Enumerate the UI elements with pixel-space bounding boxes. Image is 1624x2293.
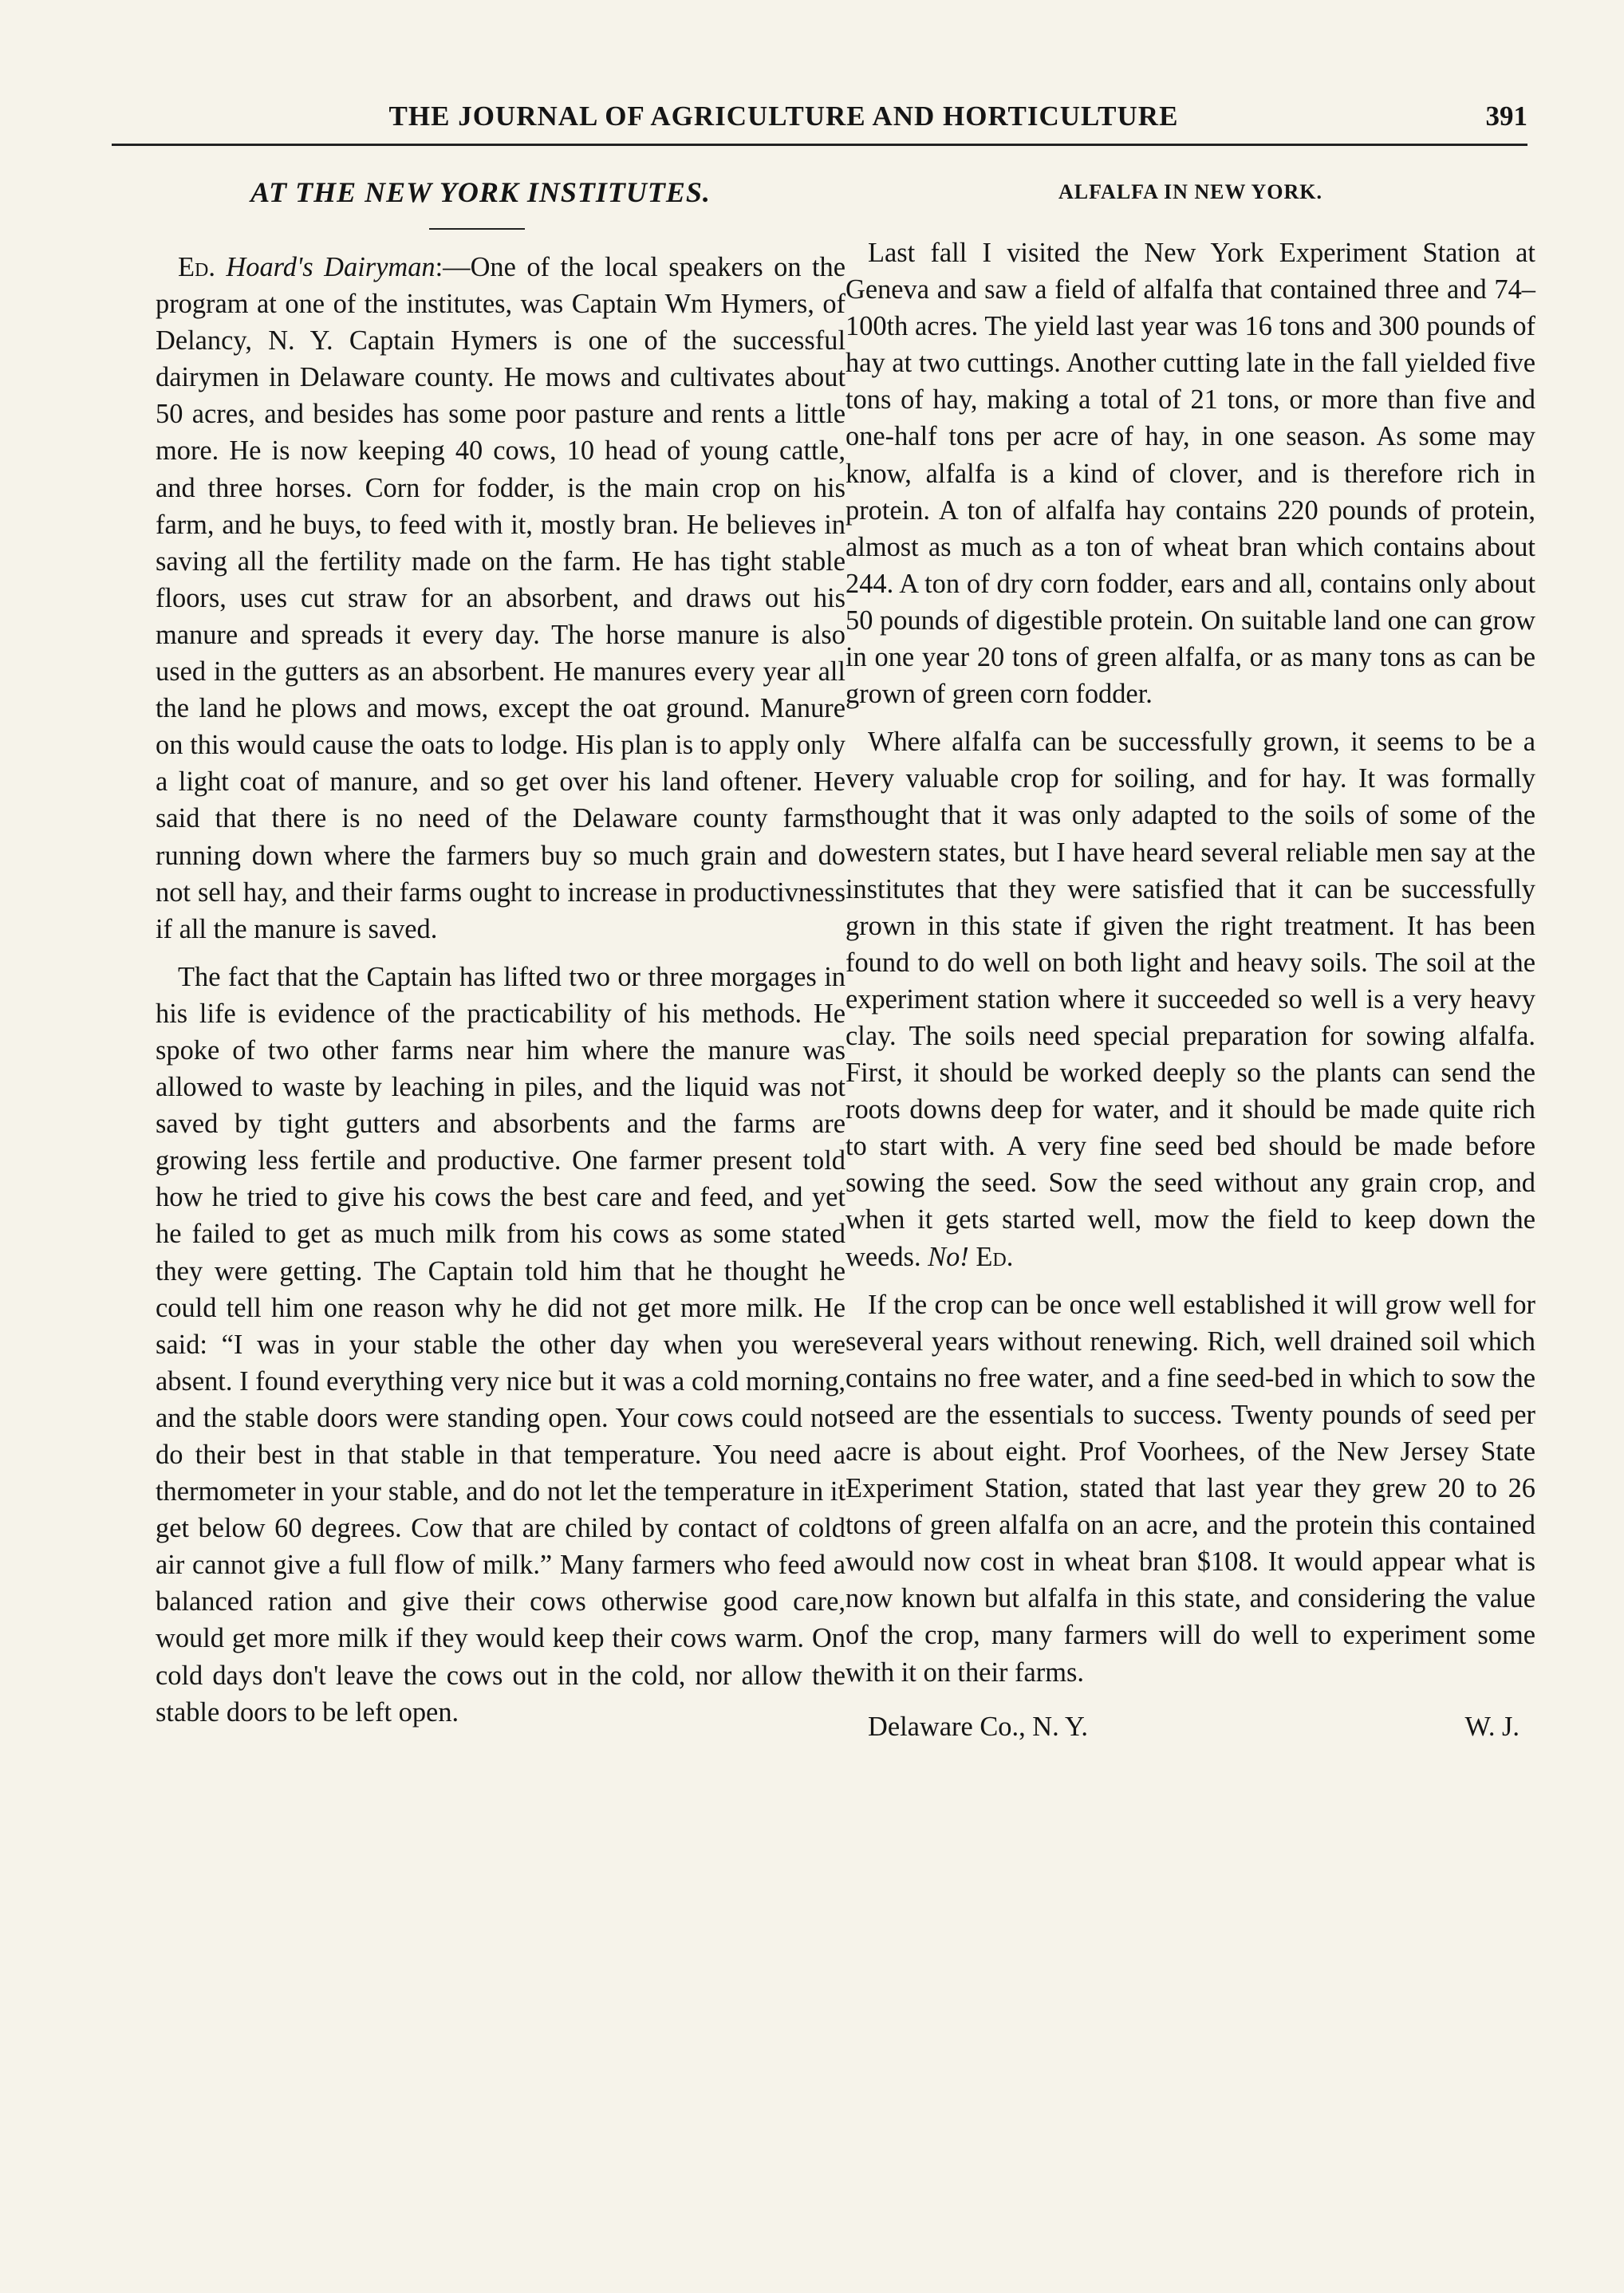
title-rule (429, 228, 525, 230)
left-column (156, 174, 846, 1742)
byline (846, 1708, 1535, 1745)
left-paragraph-1-text: :—One of the local speakers on the program at one of the institutes, was Captain Wm Hymers, of Delancy, N. Y. Captain Hymers is one of the successful dairymen in Delaware county. He mows and cultivates about 50 acres, and besides has some poor pasture and rents a little more. He is now keeping 40 cows, 10 head of young cattle, and three horses. Corn for fodder, is the main crop on his farm, and he buys, to feed with it, mostly bran. He believes in saving all the fertility made on the farm. He has tight stable floors, uses cut straw for an absorbent, and draws out his manure and spreads it every day. The horse manure is also used in the gutters as an absorbent. He manures every year all the land he plows and mows, except the oat ground. Manure on this would cause the oats to lodge. His plan is to apply only a light coat of manure, and so get over his land oftener. He said that there is no need of the Delaware county farms running down where the farmers buy so much grain and do not sell hay, and their farms ought to increase in productivness if all the manure is saved. (156, 252, 846, 944)
header-rule (112, 144, 1527, 146)
editor-prefix: Ed. (178, 252, 215, 282)
right-paragraph-1: Last fall I visited the New York Experiment Station at Geneva and saw a field of alfalfa that contained three and 74–100th acres. The yield last year was 16 tons and 300 pounds of hay at two cuttings. Another cutting late in the fall yielded five tons of hay, making a total of 21 tons, or more than five and one-half tons per acre of hay, in one season. As some may know, alfalfa is a kind of clover, and is therefore rich in protein. A ton of alfalfa hay contains 220 pounds of protein, almost as much as a ton of wheat bran which contains about 244. A ton of dry corn fodder, ears and all, contains only about 50 pounds of digestible protein. On suitable land one can grow in one year 20 tons of green alfalfa, or as many tons as can be grown of green corn fodder. (846, 238, 1535, 710)
source-name: Hoard's Dairyman (226, 252, 436, 282)
right-paragraph-3: If the crop can be once well established it will grow well for several years without renewing. Rich, well drained soil which contains no free water, and a fine seed-bed in which to sow the seed are the essentials to success. Twenty pounds of seed per acre is about eight. Prof Voorhees, of the New Jersey State Experiment Station, stated that last year they grew 20 to 26 tons of green alfalfa on an acre, and the protein this contained would now cost in wheat bran $108. It would appear what is now known but alfalfa in this state, and considering the value of the crop, many farmers will do well to experiment some with it on their farms. (846, 1289, 1535, 1688)
left-paragraph-1 (156, 249, 846, 948)
left-paragraph-2: The fact that the Captain has lifted two or three morgages in his life is evidence of the practicability of his methods. He spoke of two other farms near him where the manure was allowed to waste by leaching in piles, and the liquid was not saved by tight gutters and absorbents and the farms are growing less fertile and productive. One farmer present told how he tried to give his cows the best care and feed, and yet he failed to get as much milk from his cows as some stated they were getting. The Captain told him that he thought he could tell him one reason why he did not get more milk. He said: “I was in your stable the other day when you were absent. I found everything very nice but it was a cold morning, and the stable doors were standing open. Your cows could not do their best in that stable in that temperature. You need a thermometer in your stable, and do not let the temperature in it get below 60 degrees. Cow that are chiled by contact of cold air cannot give a full flow of milk.” Many farmers who feed a balanced ration and give their cows otherwise good care, would get more milk if they would keep their cows warm. On cold days don't leave the cows out in the cold, nor allow the stable doors to be left open. (156, 961, 846, 1728)
running-head (112, 94, 1527, 150)
right-article-title: ALFALFA IN NEW YORK. (1058, 180, 1323, 203)
editor-note: No! (928, 1241, 969, 1272)
byline-place: Delaware Co., N. Y. (868, 1711, 1089, 1742)
right-paragraph-2-text: Where alfalfa can be successfully grown, it seems to be a very valuable crop for soiling, and for hay. It was formally thought that it was only adapted to the soils of some of the western states, but I have heard several reliable men say at the institutes that they were satisfied that it can be successfully grown in this state if given the right treatment. It has been found to do well on both light and heavy soils. The soil at the experiment station where it succeeded so well is a very heavy clay. The soils need special preparation for sowing alfalfa. First, it should be worked deeply so the plants can send the roots downs deep for water, and it should be made quite rich to start with. A very fine seed bed should be made before sowing the seed. Sow the seed without any grain crop, and when it gets started well, mow the field to keep down the weeds. (846, 727, 1535, 1272)
left-article-title: AT THE NEW YORK INSTITUTES. (250, 176, 711, 208)
editor-mark: Ed. (976, 1241, 1014, 1272)
right-column (846, 174, 1535, 1745)
page-number: 391 (1485, 100, 1527, 132)
running-title: THE JOURNAL OF AGRICULTURE AND HORTICULTURE (388, 100, 1179, 132)
right-paragraph-2 (846, 723, 1535, 1275)
byline-initials: W. J. (1464, 1711, 1520, 1742)
